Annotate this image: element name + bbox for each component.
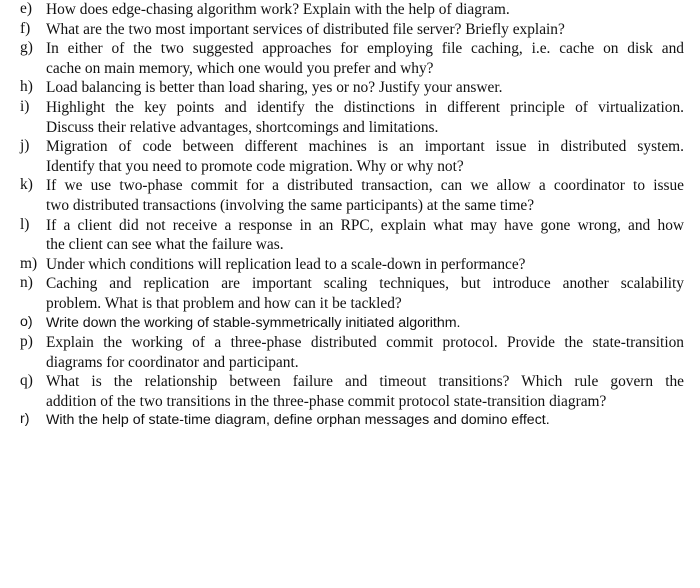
question-k [0,176,700,215]
question-text: Identify that you need to promote code migration. Why or why not? [46,157,464,175]
question-label: q) [20,372,33,390]
question-text: With the help of state-time diagram, define orphan messages and domino effect. [46,412,550,429]
question-text: What are the two most important services of distributed file server? Briefly explain? [46,20,565,38]
question-label: m) [20,254,38,272]
question-text: Explain the working of a three-phase distributed commit protocol. Provide the state-transition [46,334,684,352]
question-p [0,333,700,372]
question-text: What is the relationship between failure and timeout transitions? Which rule govern the [46,373,684,391]
question-text: Caching and replication are important scaling techniques, but introduce another scalability [46,275,684,293]
question-i [0,98,700,137]
question-label: e) [20,0,32,17]
question-n [0,274,700,313]
question-label: k) [20,176,33,194]
question-text: Load balancing is better than load sharing, yes or no? Justify your answer. [46,79,503,97]
question-text: the client can see what the failure was. [46,236,284,254]
question-text: Highlight the key points and identify the distinctions in different principle of virtualization. [46,98,684,116]
question-e [0,0,700,20]
question-text: In either of the two suggested approaches for employing file caching, i.e. cache on disk and [46,40,684,58]
question-g [0,39,700,78]
question-label: o) [20,313,33,330]
question-label: g) [20,39,33,57]
question-label: p) [20,333,33,351]
question-text: If we use two-phase commit for a distributed transaction, can we allow a coordinator to issue [46,177,684,195]
question-text: Write down the working of stable-symmetrically initiated algorithm. [46,314,461,331]
question-label: l) [20,215,30,233]
question-j [0,137,700,176]
question-text: two distributed transactions (involving the same participants) at the same time? [46,196,535,214]
question-m [0,255,700,275]
question-text: cache on main memory, which one would you prefer and why? [46,59,434,77]
question-o [0,314,700,334]
question-text: problem. What is that problem and how can it be tackled? [46,294,402,312]
question-q [0,372,700,411]
question-label: j) [20,137,30,155]
question-h [0,78,700,98]
question-text: diagrams for coordinator and participant. [46,353,299,371]
question-text: Discuss their relative advantages, shortcomings and limitations. [46,118,439,136]
question-l [0,216,700,255]
question-text: Under which conditions will replication lead to a scale-down in performance? [46,255,526,273]
question-text: How does edge-chasing algorithm work? Explain with the help of diagram. [46,1,510,18]
question-label: f) [20,19,31,37]
question-label: h) [20,78,33,96]
question-text: addition of the two transitions in the three-phase commit protocol state-transition diagram? [46,392,607,410]
question-f [0,20,700,40]
question-text: If a client did not receive a response in an RPC, explain what may have gone wrong, and how [46,216,684,234]
question-label: i) [20,97,30,115]
question-label: n) [20,274,33,292]
question-label: r) [20,411,30,428]
question-r [0,411,700,431]
question-text: Migration of code between different machines is an important issue in distributed system. [46,138,684,156]
